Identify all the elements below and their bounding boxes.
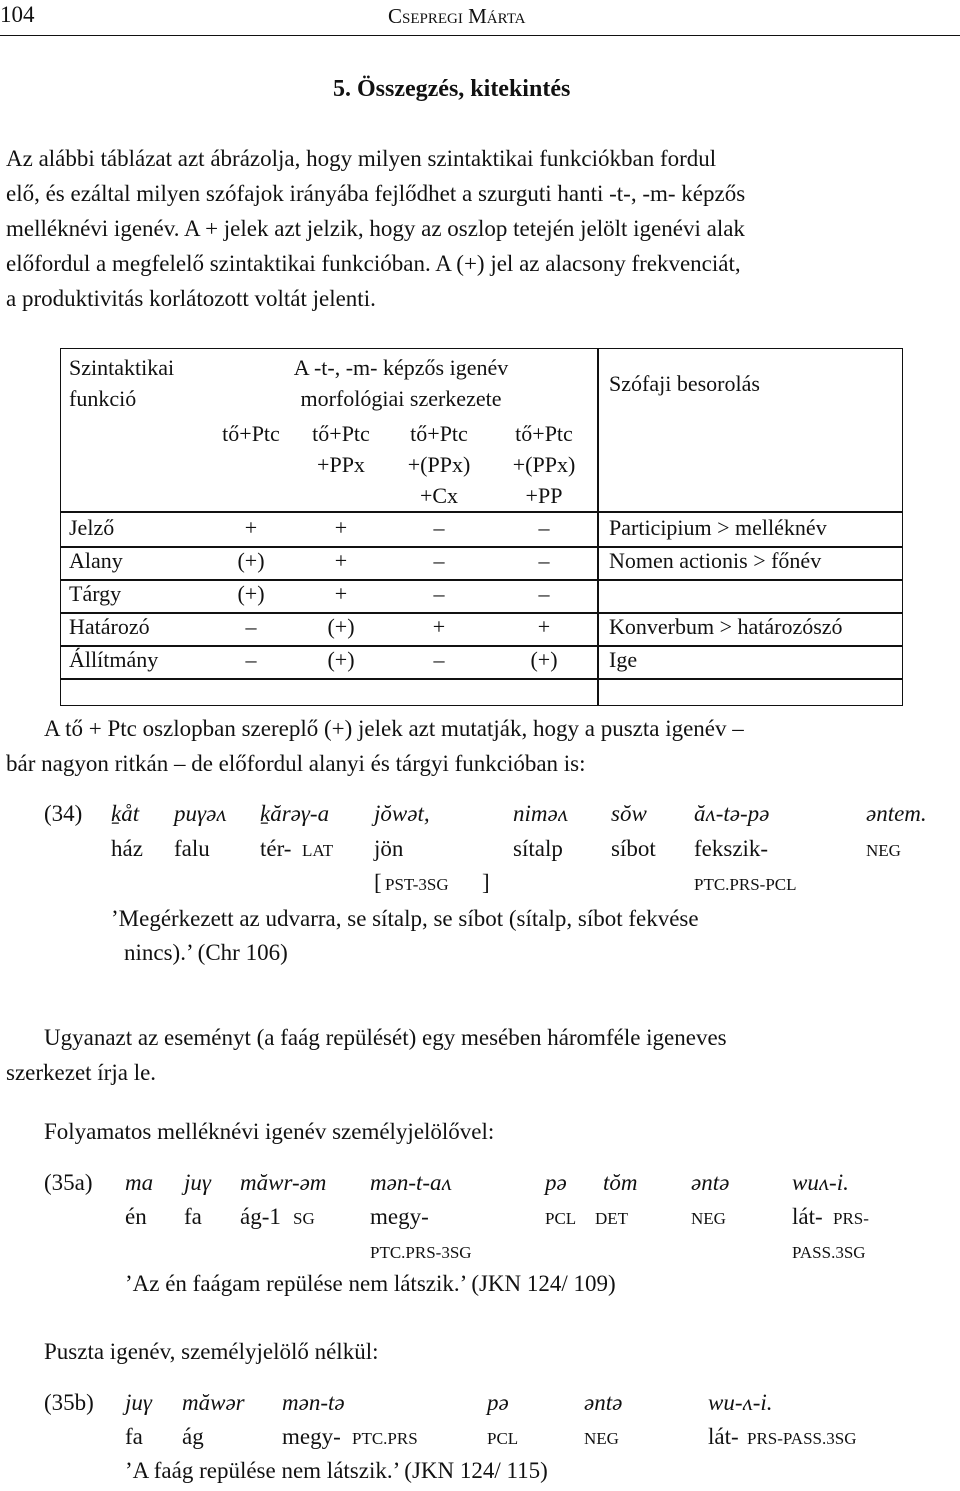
example-word: ḵåt bbox=[111, 801, 140, 826]
para3-line: Ugyanazt az eseményt (a faág repülését) egy mesében háromféle igeneves bbox=[44, 1025, 727, 1050]
subheader: +PPx bbox=[317, 452, 365, 477]
intro-line: elő, és ezáltal milyen szófajok irányába fejlődhet a szurguti hanti -t-, -m- képzős bbox=[6, 181, 746, 206]
gloss-abbrev: PASS.3SG bbox=[792, 1243, 866, 1262]
translation: ’Az én faágam repülése nem látszik.’ (JKN 124/ 109) bbox=[125, 1271, 616, 1296]
gloss: fa bbox=[184, 1204, 202, 1229]
intro-line: előfordul a megfelelő szintaktikai funkcióban. A (+) jel az alacsony frekvenciát, bbox=[6, 251, 741, 276]
header-class: Szófaji besorolás bbox=[609, 371, 760, 396]
para2-line: A tő + Ptc oszlopban szereplő (+) jelek azt mutatják, hogy a puszta igenév – bbox=[44, 716, 744, 741]
row-cell: – bbox=[538, 515, 550, 540]
gloss: megy- bbox=[370, 1204, 429, 1229]
row-function: Határozó bbox=[69, 614, 150, 639]
subheader: +PP bbox=[525, 483, 563, 508]
example-word: wuʌ-i. bbox=[792, 1170, 849, 1195]
gloss: megy- bbox=[282, 1424, 341, 1449]
example-number: (35b) bbox=[44, 1390, 94, 1415]
header-rule bbox=[0, 35, 960, 36]
subheader: +(PPx) bbox=[512, 452, 576, 477]
example-word: ma bbox=[125, 1170, 154, 1195]
subheader: tő+Ptc bbox=[410, 421, 468, 446]
row-cell: – bbox=[245, 647, 257, 672]
row-function: Állítmány bbox=[69, 647, 159, 672]
example-word: măwr-əm bbox=[240, 1170, 327, 1195]
example-word: wu-ʌ-i. bbox=[708, 1390, 773, 1415]
translation: nincs).’ (Chr 106) bbox=[124, 940, 288, 965]
example-word: niməʌ bbox=[513, 801, 568, 826]
gloss: fa bbox=[125, 1424, 143, 1449]
intro-line: Az alábbi táblázat azt ábrázolja, hogy milyen szintaktikai funkciókban fordul bbox=[6, 146, 717, 171]
gloss-abbrev: PCL bbox=[487, 1429, 519, 1448]
running-header-author: Csepregi Márta bbox=[388, 4, 526, 28]
row-cell: + bbox=[244, 515, 258, 540]
example-word: tŏm bbox=[603, 1170, 638, 1195]
gloss-abbrev: NEG bbox=[866, 841, 901, 860]
row-class: Nomen actionis > főnév bbox=[609, 548, 822, 573]
gloss: síbot bbox=[611, 836, 656, 861]
example-word: sŏw bbox=[611, 801, 647, 826]
header-function: Szintaktikai bbox=[69, 355, 175, 380]
translation: ’A faág repülése nem látszik.’ (JKN 124/ 115) bbox=[125, 1458, 548, 1483]
table-divider bbox=[61, 579, 902, 581]
table-divider bbox=[61, 678, 902, 680]
example-number: (35a) bbox=[44, 1170, 93, 1195]
header-function: funkció bbox=[69, 386, 137, 411]
table-divider bbox=[597, 349, 599, 705]
gloss: ág-1 bbox=[240, 1204, 281, 1229]
gloss: falu bbox=[174, 836, 210, 861]
row-cell: – bbox=[433, 647, 445, 672]
example-word: puγəʌ bbox=[174, 801, 227, 826]
para2-line: bár nagyon ritkán – de előfordul alanyi és tárgyi funkcióban is: bbox=[6, 751, 586, 776]
gloss-abbrev: NEG bbox=[584, 1429, 619, 1448]
para5: Puszta igenév, személyjelölő nélkül: bbox=[44, 1339, 379, 1364]
gloss: lát- bbox=[792, 1204, 823, 1229]
example-word: juγ bbox=[125, 1390, 152, 1415]
example-word: əntə bbox=[691, 1170, 730, 1195]
row-cell: + bbox=[334, 548, 348, 573]
gloss: sítalp bbox=[513, 836, 563, 861]
example-word: juγ bbox=[184, 1170, 211, 1195]
example-number: (34) bbox=[44, 801, 83, 826]
row-cell: + bbox=[334, 581, 348, 606]
subheader: +Cx bbox=[419, 483, 459, 508]
gloss: lát- bbox=[708, 1424, 739, 1449]
header-structure: A -t-, -m- képzős igenév bbox=[293, 355, 509, 380]
row-cell: (+) bbox=[530, 647, 558, 672]
row-cell: + bbox=[537, 614, 551, 639]
para4: Folyamatos melléknévi igenév személyjelölővel: bbox=[44, 1119, 495, 1144]
row-cell: – bbox=[433, 515, 445, 540]
row-class: Participium > melléknév bbox=[609, 515, 827, 540]
example-word: mən-t-aʌ bbox=[370, 1170, 452, 1195]
example-word: pə bbox=[545, 1170, 567, 1195]
row-cell: (+) bbox=[237, 581, 265, 606]
example-word: ḵărəγ-a bbox=[260, 801, 330, 826]
gloss: fekszik- bbox=[694, 836, 769, 861]
gloss: én bbox=[125, 1204, 147, 1229]
table-divider bbox=[61, 511, 902, 513]
example-word: pə bbox=[487, 1390, 509, 1415]
example-word: ăʌ-tə-pə bbox=[694, 801, 770, 826]
row-cell: + bbox=[334, 515, 348, 540]
gloss-bracket: ] bbox=[482, 870, 490, 895]
translation: ’Megérkezett az udvarra, se sítalp, se síbot (sítalp, síbot fekvése bbox=[111, 906, 699, 931]
row-cell: – bbox=[433, 581, 445, 606]
gloss: tér- bbox=[260, 836, 292, 861]
intro-line: a produktivitás korlátozott voltát jelenti. bbox=[6, 286, 376, 311]
gloss-abbrev: PST-3SG bbox=[385, 875, 449, 894]
gloss-abbrev: PTC.PRS-PCL bbox=[694, 875, 797, 894]
row-cell: (+) bbox=[237, 548, 265, 573]
row-cell: (+) bbox=[327, 647, 355, 672]
gloss-abbrev: PRS-PASS.3SG bbox=[747, 1429, 857, 1448]
table-divider bbox=[61, 645, 902, 647]
gloss: ház bbox=[111, 836, 143, 861]
gloss-abbrev: PTC.PRS-3SG bbox=[370, 1243, 472, 1262]
row-cell: + bbox=[432, 614, 446, 639]
para3-line: szerkezet írja le. bbox=[6, 1060, 157, 1085]
gloss-abbrev: LAT bbox=[302, 841, 334, 860]
header-structure: morfológiai szerkezete bbox=[300, 386, 502, 411]
row-cell: – bbox=[433, 548, 445, 573]
section-title: 5. Összegzés, kitekintés bbox=[333, 76, 571, 102]
row-function: Alany bbox=[69, 548, 123, 573]
intro-line: melléknévi igenév. A + jelek azt jelzik, hogy az oszlop tetején jelölt igenévi alak bbox=[6, 216, 745, 241]
subheader: +(PPx) bbox=[407, 452, 471, 477]
row-class: Konverbum > határozószó bbox=[609, 614, 843, 639]
subheader: tő+Ptc bbox=[515, 421, 573, 446]
gloss-bracket: [ bbox=[374, 870, 382, 895]
row-cell: – bbox=[538, 548, 550, 573]
row-cell: – bbox=[245, 614, 257, 639]
subheader: tő+Ptc bbox=[222, 421, 280, 446]
example-word: măwər bbox=[182, 1390, 245, 1415]
gloss-abbrev: PTC.PRS bbox=[352, 1429, 418, 1448]
example-word: əntə bbox=[584, 1390, 623, 1415]
gloss-abbrev: PCL bbox=[545, 1209, 577, 1228]
example-word: jŏwət, bbox=[374, 801, 430, 826]
example-word: mən-tə bbox=[282, 1390, 345, 1415]
function-table bbox=[60, 348, 903, 706]
gloss-abbrev: PRS- bbox=[833, 1209, 869, 1228]
gloss-abbrev: NEG bbox=[691, 1209, 726, 1228]
page-number: 104 bbox=[0, 2, 35, 27]
row-function: Jelző bbox=[69, 515, 115, 540]
gloss: jön bbox=[374, 836, 404, 861]
row-class: Ige bbox=[609, 647, 638, 672]
subheader: tő+Ptc bbox=[312, 421, 370, 446]
example-word: əntem. bbox=[866, 801, 927, 826]
row-cell: (+) bbox=[327, 614, 355, 639]
row-cell: – bbox=[538, 581, 550, 606]
gloss-abbrev: DET bbox=[595, 1209, 629, 1228]
row-function: Tárgy bbox=[69, 581, 122, 606]
gloss: ág bbox=[182, 1424, 204, 1449]
gloss-abbrev: SG bbox=[293, 1209, 315, 1228]
